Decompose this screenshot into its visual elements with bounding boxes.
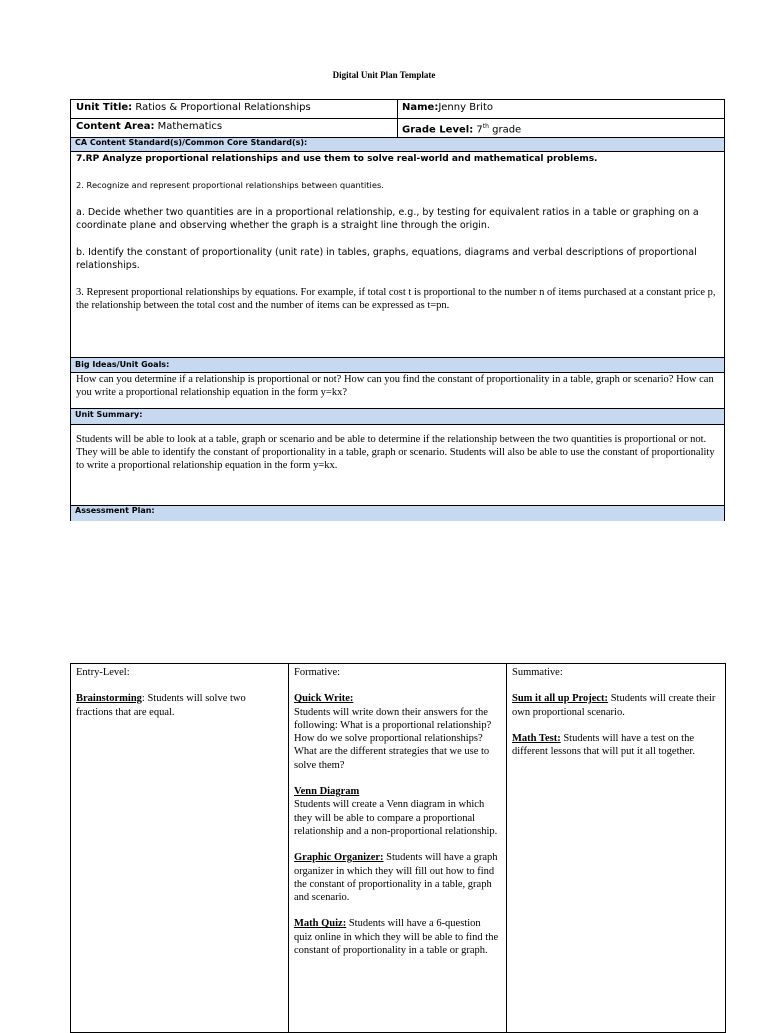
- grade-level-suffix: th: [482, 123, 489, 130]
- grade-level-cell: [402, 121, 521, 136]
- summative-item-title: Sum it all up Project:: [512, 693, 609, 705]
- name-label: Name:: [402, 102, 439, 113]
- standard-item-2: 2. Recognize and represent proportional relationships between quantities.: [76, 180, 384, 190]
- entry-item: [76, 692, 283, 719]
- formative-item-text: Students will have a 6-question quiz online in which they will be able to find the constant of proportionality in a table or graph.: [294, 918, 499, 957]
- assessment-plan-header: Assessment Plan:: [71, 506, 724, 521]
- summative-item-text: Students will create their own proportional scenario.: [512, 693, 716, 718]
- summative-heading: Summative:: [512, 667, 563, 678]
- formative-item-title: Quick Write:: [294, 693, 354, 705]
- formative-item: [294, 917, 501, 957]
- unit-summary-text: Students will be able to look at a table, graph or scenario and be able to determine if the relationship between the two quantities is proportional or not. They will be able to identify the constant of proportionality in a table, graph or scenario. Students will also be able to use the constant of proportionality to write a proportional relationship equation in the form y=kx.: [76, 434, 715, 471]
- summative-item: [512, 692, 720, 719]
- formative-item-title: Math Quiz:: [294, 918, 347, 930]
- grade-level-number: 7: [476, 124, 483, 136]
- big-ideas-text: How can you determine if a relationship is proportional or not? How can you find the constant of proportionality in a table, graph or scenario? How can you write a proportional relationship equation in the form y=kx?: [76, 374, 714, 398]
- entry-item-text: Students will solve two fractions that are equal.: [76, 693, 246, 718]
- grade-level-word: grade: [492, 124, 522, 136]
- content-area-cell: [76, 121, 222, 133]
- unit-summary-header: Unit Summary:: [71, 409, 724, 424]
- standards-header: CA Content Standard(s)/Common Core Standard(s):: [71, 138, 724, 151]
- formative-item-text: Students will have a graph organizer in which they will fill out how to find the constant of proportionality in a table, graph and scenario.: [294, 852, 498, 904]
- entry-level-heading: Entry-Level:: [76, 667, 130, 678]
- formative-item-title: Graphic Organizer:: [294, 852, 384, 864]
- content-area-label: Content Area:: [76, 121, 155, 132]
- formative-item: [294, 785, 501, 838]
- formative-item-title: Venn Diagram: [294, 786, 360, 798]
- standard-item-3: 3. Represent proportional relationships by equations. For example, if total cost t is proportional to the number n of items purchased at a constant price p, the relationship between the total cost and the number of items can be expressed as t=pn.: [76, 287, 716, 311]
- row-divider: [71, 424, 724, 425]
- big-ideas-header: Big Ideas/Unit Goals:: [71, 358, 724, 372]
- summative-item-text: Students will have a test on the different lessons that will put it all together.: [512, 732, 695, 758]
- unit-title-label: Unit Title:: [76, 102, 133, 113]
- summative-item-title: Math Test:: [512, 732, 561, 744]
- standard-item-2a: a. Decide whether two quantities are in a proportional relationship, e.g., by testing for equivalent ratios in a table or graphing on a coordinate plane and observing whether the graph is a straight line through the origin.: [76, 207, 699, 231]
- unit-title-cell: [76, 102, 311, 114]
- document-title: Digital Unit Plan Template: [332, 70, 436, 80]
- row-divider: [71, 151, 724, 152]
- standard-item-2b: b. Identify the constant of proportionality (unit rate) in tables, graphs, equations, diagrams and verbal descriptions of proportional relationships.: [76, 247, 697, 271]
- name-value: Jenny Brito: [438, 102, 493, 113]
- summative-item: [512, 732, 720, 759]
- formative-item-text: Students will write down their answers for the following: What is a proportional relationship? How do we solve proportional relationships? What are the different strategies that we use to solve them?: [294, 706, 492, 771]
- name-cell: [402, 102, 493, 114]
- assessment-table: [70, 663, 726, 1033]
- unit-plan-table: [70, 99, 725, 521]
- entry-item-sep: :: [141, 693, 145, 705]
- formative-column: [289, 664, 507, 1032]
- content-area-value: Mathematics: [157, 121, 223, 132]
- grade-level-label: Grade Level:: [402, 124, 474, 136]
- summative-column: [507, 664, 725, 1032]
- standard-main: 7.RP Analyze proportional relationships and use them to solve real-world and mathematical problems.: [76, 154, 598, 164]
- entry-level-column: [71, 664, 289, 1032]
- unit-title-value: Ratios & Proportional Relationships: [135, 102, 311, 113]
- column-divider: [397, 100, 398, 138]
- formative-item: [294, 851, 501, 904]
- formative-heading: Formative:: [294, 667, 341, 678]
- formative-item: [294, 692, 501, 772]
- formative-item-text: Students will create a Venn diagram in which they will be able to compare a proportional relationship and a non-proportional relationship.: [294, 799, 498, 837]
- entry-item-title: Brainstorming: [76, 693, 142, 705]
